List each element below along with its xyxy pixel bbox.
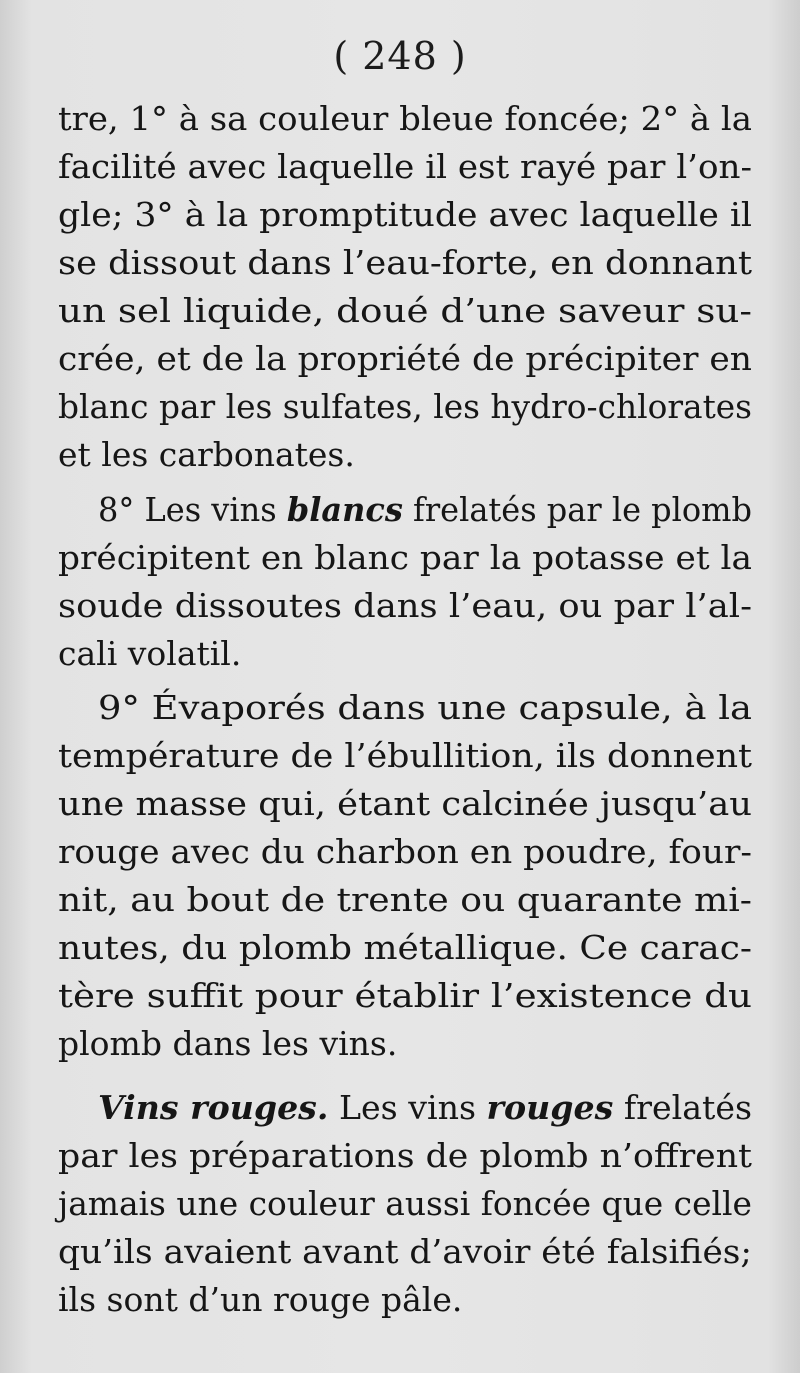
text-run: gle; 3° à la promptitude avec laquelle il bbox=[58, 195, 752, 234]
line-content bbox=[58, 1020, 397, 1068]
line-content bbox=[58, 828, 752, 876]
text-run: cali volatil. bbox=[58, 634, 242, 673]
text-run: qu’ils avaient avant d’avoir été falsifiés; bbox=[58, 1232, 752, 1271]
text-run: frelatés bbox=[613, 1088, 752, 1127]
line-content bbox=[58, 732, 752, 780]
line-content bbox=[58, 1180, 752, 1228]
text-run: nutes, du plomb métallique. Ce carac- bbox=[58, 928, 752, 967]
text-run: frelatés par le plomb bbox=[402, 490, 752, 529]
text-line bbox=[58, 95, 752, 143]
line-content bbox=[58, 534, 752, 582]
line-content bbox=[98, 1084, 752, 1132]
line-content bbox=[98, 486, 752, 534]
page-number: ( 248 ) bbox=[333, 34, 467, 78]
text-run: précipitent en blanc par la potasse et la bbox=[58, 538, 752, 577]
line-content bbox=[58, 191, 752, 239]
text-run: plomb dans les vins. bbox=[58, 1024, 398, 1063]
text-run: blanc par les sulfates, les hydro-chlorates bbox=[58, 387, 752, 426]
italic-phrase: Vins rouges. bbox=[98, 1088, 329, 1127]
text-run: crée, et de la propriété de précipiter en bbox=[58, 339, 752, 378]
text-line bbox=[58, 335, 752, 383]
text-line bbox=[58, 876, 752, 924]
italic-phrase: rouges bbox=[486, 1088, 614, 1127]
text-line bbox=[58, 383, 752, 431]
line-content bbox=[58, 239, 752, 287]
text-line bbox=[58, 828, 752, 876]
line-content bbox=[98, 684, 752, 732]
text-run: facilité avec laquelle il est rayé par l’on- bbox=[58, 147, 752, 186]
text-line bbox=[58, 1228, 752, 1276]
text-run: soude dissoutes dans l’eau, ou par l’al- bbox=[58, 586, 752, 625]
text-line bbox=[58, 1276, 752, 1324]
italic-phrase: blancs bbox=[286, 490, 403, 529]
line-content bbox=[58, 1228, 752, 1276]
text-line bbox=[98, 1084, 752, 1132]
text-line bbox=[58, 1180, 752, 1228]
text-line bbox=[58, 239, 752, 287]
text-line bbox=[98, 486, 752, 534]
text-line bbox=[58, 287, 752, 335]
text-run: une masse qui, étant calcinée jusqu’au bbox=[58, 784, 752, 823]
line-content bbox=[58, 1276, 462, 1324]
text-run: Les vins bbox=[328, 1088, 487, 1127]
text-line bbox=[58, 1132, 752, 1180]
text-line bbox=[58, 780, 752, 828]
text-line bbox=[58, 972, 752, 1020]
line-content bbox=[58, 972, 752, 1020]
line-content bbox=[58, 431, 355, 479]
line-content bbox=[58, 630, 241, 678]
text-run: tère suffit pour établir l’existence du bbox=[58, 976, 752, 1015]
text-line bbox=[58, 630, 752, 678]
text-line bbox=[98, 684, 752, 732]
text-run: se dissout dans l’eau-forte, en donnant bbox=[58, 243, 752, 282]
text-run: 8° Les vins bbox=[98, 490, 287, 529]
text-run: jamais une couleur aussi foncée que celle bbox=[58, 1184, 752, 1223]
text-run: par les préparations de plomb n’offrent bbox=[58, 1136, 752, 1175]
text-line bbox=[58, 191, 752, 239]
line-content bbox=[58, 780, 752, 828]
line-content bbox=[58, 582, 752, 630]
text-line bbox=[58, 1020, 752, 1068]
line-content bbox=[58, 287, 752, 335]
line-content bbox=[58, 95, 752, 143]
text-line bbox=[58, 143, 752, 191]
text-run: tre, 1° à sa couleur bleue foncée; 2° à la bbox=[58, 99, 752, 138]
line-content bbox=[58, 1132, 752, 1180]
text-line bbox=[58, 534, 752, 582]
line-content bbox=[58, 383, 752, 431]
line-content bbox=[58, 143, 752, 191]
text-line bbox=[58, 732, 752, 780]
text-run: un sel liquide, doué d’une saveur su- bbox=[58, 291, 752, 330]
text-run: température de l’ébullition, ils donnent bbox=[58, 736, 752, 775]
line-content bbox=[58, 335, 752, 383]
text-run: ils sont d’un rouge pâle. bbox=[58, 1280, 463, 1319]
text-run: nit, au bout de trente ou quarante mi- bbox=[58, 880, 753, 919]
text-line bbox=[58, 582, 752, 630]
line-content bbox=[58, 924, 752, 972]
text-run: rouge avec du charbon en poudre, four- bbox=[58, 832, 752, 871]
text-run: 9° Évaporés dans une capsule, à la bbox=[98, 688, 752, 727]
text-line bbox=[58, 431, 752, 479]
text-line bbox=[58, 924, 752, 972]
line-content bbox=[58, 876, 752, 924]
text-run: et les carbonates. bbox=[58, 435, 355, 474]
